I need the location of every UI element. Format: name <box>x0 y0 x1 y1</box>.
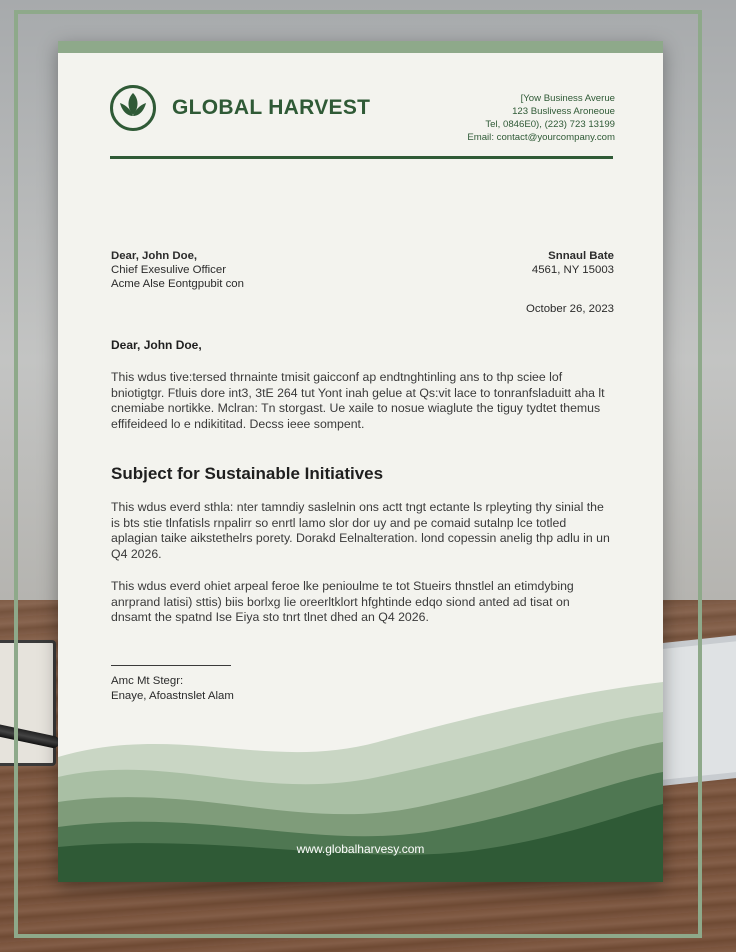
signature-title: Enaye, Afoastnslet Alam <box>111 690 234 702</box>
letterhead-page <box>58 41 663 882</box>
body-paragraph-3: This wdus everd ohiet arpeal feroe lke penioulme te tot Stueirs thnstlel an etimdybing anrprand latisi) sttis) biis borlxg lie oreerltklort hfghtinde edqo siond anted ad tisat on dnsamt the spatnd Ise Eiya sto tnrt tlnet dhed an Q4 2026. <box>111 579 574 624</box>
contact-line: [Yow Business Averue <box>520 93 615 104</box>
contact-block <box>467 92 615 144</box>
body-paragraph-1: This wdus tive:tersed thrnainte tmisit gaicconf ap endtnghtinling ans to thp sciee lof bniotigtgr. Ftluis dore int3, 3tE 264 tut Yont inah gelue at Qs:vit lace to tonranfsladuitt aha lt cnemiabe nortikke. Mclran: Tn storgast. Ue xaile to nosue wiaglute the tiguy tydtet themus effifeideed lo e ndikititad. Decss ieee sompent. <box>111 370 605 431</box>
brand-name: GLOBAL HARVEST <box>172 96 371 119</box>
sender-block <box>532 249 614 277</box>
sender-location: 4561, NY 15003 <box>531 264 614 276</box>
salutation: Dear, John Doe, <box>111 338 202 352</box>
recipient-name: Dear, John Doe, <box>111 250 198 262</box>
recipient-title: Chief Exesulive Officer <box>111 264 227 276</box>
recipient-block <box>111 249 244 291</box>
subject-heading: Subject for Sustainable Initiatives <box>111 464 384 483</box>
signature-name: Amc Mt Stegr: <box>111 675 184 687</box>
contact-line: 123 Buslivess Aroneoue <box>512 106 615 117</box>
leaf-icon <box>116 89 150 128</box>
top-accent-band <box>58 41 663 53</box>
logo <box>110 85 156 131</box>
recipient-company: Acme Alse Eontgpubit con <box>111 278 244 290</box>
contact-line: Tel, 0846E0), (223) 723 13199 <box>485 119 615 130</box>
signature-line <box>111 665 231 666</box>
sender-name: Snnaul Bate <box>548 250 614 262</box>
contact-email[interactable]: Email: contact@yourcompany.com <box>467 132 615 143</box>
body-paragraph-2: This wdus everd sthla: nter tamndiy saslelnin ons actt tngt ectante ls rpleyting thy sinial the is bts stie tlnfatisls rnpalirr so enrtl lamo slor dor uy and pe comaid sutalnp lce totled aplagian taike aikstethelrs porety. Dorakd Eelnalteration. lond copessin anelig thp adlu in un Q4 2026. <box>111 500 610 561</box>
footer-website-link[interactable]: www.globalharvesy.com <box>296 842 425 856</box>
letter-date: October 26, 2023 <box>525 303 614 315</box>
header-divider <box>110 156 613 159</box>
